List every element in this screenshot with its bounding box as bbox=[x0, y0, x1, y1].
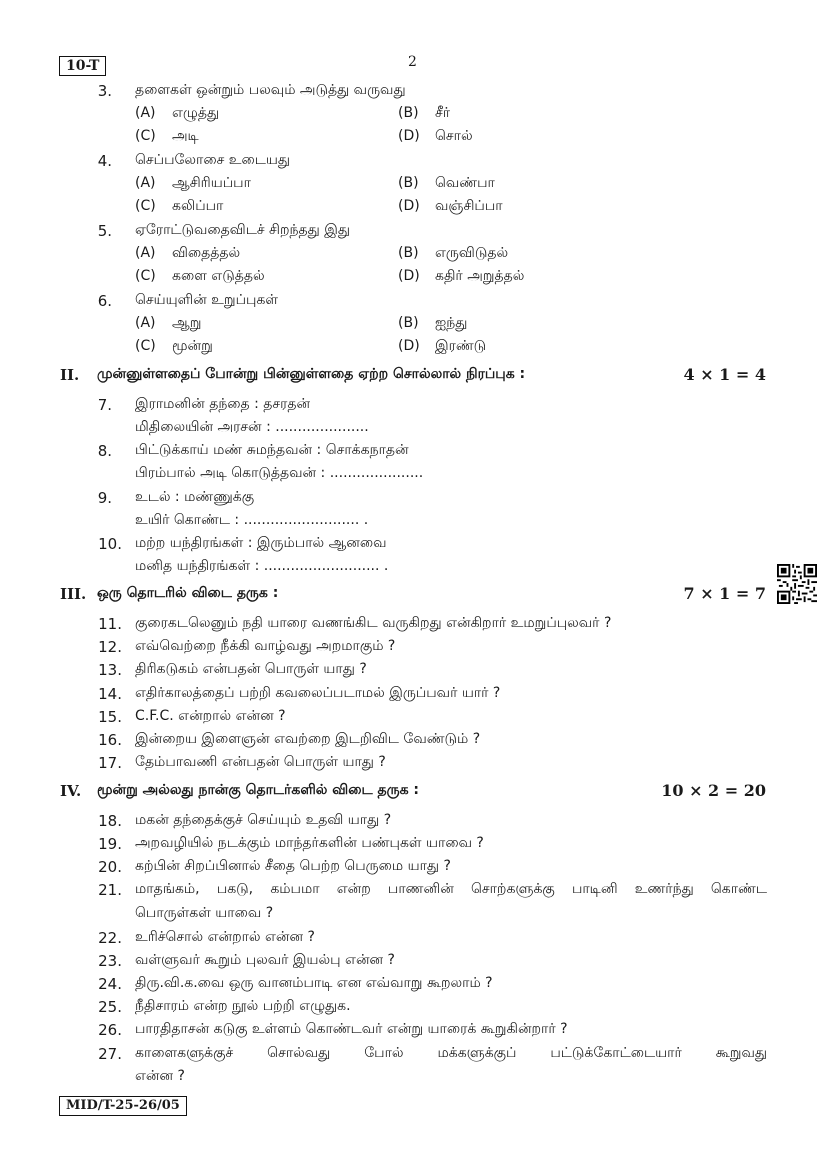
question-line-2: பிரம்பால் அடி கொடுத்தவன் : ..................... bbox=[135, 465, 424, 481]
question-text: வள்ளுவர் கூறும் புலவர் இயல்பு என்ன ? bbox=[135, 952, 395, 968]
question-text: நீதிசாரம் என்ற நூல் பற்றி எழுதுக. bbox=[135, 998, 351, 1014]
section-marks: 4 × 1 = 4 bbox=[683, 365, 766, 384]
option-a: ஆசிரியப்பா bbox=[172, 175, 251, 191]
question-number: 24. bbox=[98, 975, 122, 993]
question-text: குரைகடலெனும் நதி யாரை வணங்கிட வருகிறது என்கிறார் உமறுப்புலவர் ? bbox=[135, 615, 612, 631]
question-number: 10. bbox=[98, 535, 122, 553]
option-d: சொல் bbox=[435, 128, 473, 144]
option-d: இரண்டு bbox=[435, 338, 487, 354]
word: சொல்வது bbox=[267, 1045, 331, 1061]
option-c: அடி bbox=[172, 128, 199, 144]
question-line-1: மற்ற யந்திரங்கள் : இரும்பால் ஆனவை bbox=[135, 535, 387, 551]
option-a: ஆறு bbox=[172, 315, 202, 331]
question-number: 23. bbox=[98, 952, 122, 970]
option-d: கதிர் அறுத்தல் bbox=[435, 268, 525, 284]
question-text: பாரதிதாசன் கடுகு உள்ளம் கொண்டவர் என்று யாரைக் கூறுகின்றார் ? bbox=[135, 1021, 568, 1037]
question-line-2: மிதிலையின் அரசன் : ..................... bbox=[135, 419, 369, 435]
option-c-label: (C) bbox=[135, 338, 156, 354]
qr-code-icon bbox=[777, 564, 817, 604]
option-a-label: (A) bbox=[135, 245, 156, 261]
word: பாணனின் bbox=[387, 881, 454, 897]
option-b-label: (B) bbox=[398, 245, 419, 261]
question-number: 18. bbox=[98, 812, 122, 830]
question-number: 19. bbox=[98, 835, 122, 853]
question-number: 22. bbox=[98, 929, 122, 947]
word: பட்டுக்கோட்டையார் bbox=[550, 1045, 682, 1061]
question-line-1: உடல் : மண்ணுக்கு bbox=[135, 489, 255, 505]
question-line-1 bbox=[135, 881, 767, 899]
section-number: IV. bbox=[60, 782, 82, 800]
option-c-label: (C) bbox=[135, 268, 156, 284]
option-b-label: (B) bbox=[398, 105, 419, 121]
word: பாடினி bbox=[571, 881, 618, 897]
question-text: அறவழியில் நடக்கும் மாந்தர்களின் பண்புகள் யாவை ? bbox=[135, 835, 484, 851]
option-b-label: (B) bbox=[398, 175, 419, 191]
word: கூறுவது bbox=[715, 1045, 767, 1061]
question-number: 21. bbox=[98, 881, 122, 899]
question-text: ஏரோட்டுவதைவிடச் சிறந்தது இது bbox=[135, 222, 351, 238]
option-b: எருவிடுதல் bbox=[435, 245, 509, 261]
question-text: மகன் தந்தைக்குச் செய்யும் உதவி யாது ? bbox=[135, 812, 392, 828]
question-line-1: இராமனின் தந்தை : தசரதன் bbox=[135, 396, 311, 412]
section-number: III. bbox=[60, 585, 87, 603]
page-number: 2 bbox=[408, 54, 417, 70]
question-text: திரு.வி.க.வை ஒரு வானம்பாடி என எவ்வாறு கூறலாம் ? bbox=[135, 975, 493, 991]
word: கம்பமா bbox=[270, 881, 320, 897]
question-number: 4. bbox=[97, 152, 112, 170]
option-a-label: (A) bbox=[135, 105, 156, 121]
word: மாதங்கம், bbox=[135, 881, 200, 897]
word: கொண்ட bbox=[710, 881, 767, 897]
question-text: கற்பின் சிறப்பினால் சீதை பெற்ற பெருமை யாது ? bbox=[135, 858, 451, 874]
word: உணர்ந்து bbox=[634, 881, 694, 897]
question-text: உரிச்சொல் என்றால் என்ன ? bbox=[135, 929, 315, 945]
question-line-2: பொருள்கள் யாவை ? bbox=[135, 905, 274, 921]
word: என்ற bbox=[336, 881, 371, 897]
question-number: 26. bbox=[98, 1021, 122, 1039]
section-title: ஒரு தொடரில் விடை தருக : bbox=[97, 585, 279, 601]
option-b: சீர் bbox=[435, 105, 451, 121]
option-b: ஐந்து bbox=[435, 315, 468, 331]
question-line-2: மனித யந்திரங்கள் : .......................... . bbox=[135, 558, 389, 574]
question-text: தேம்பாவணி என்பதன் பொருள் யாது ? bbox=[135, 754, 386, 770]
option-a: விதைத்தல் bbox=[172, 245, 241, 261]
question-text: எதிர்காலத்தைப் பற்றி கவலைப்படாமல் இருப்பவர் யார் ? bbox=[135, 685, 501, 701]
option-c-label: (C) bbox=[135, 128, 156, 144]
word: காளைகளுக்குச் bbox=[135, 1045, 234, 1061]
section-title: முன்னுள்ளதைப் போன்று பின்னுள்ளதை ஏற்ற சொல்லால் நிரப்புக : bbox=[97, 366, 526, 382]
question-text: செய்யுளின் உறுப்புகள் bbox=[135, 292, 278, 308]
question-text: திரிகடுகம் என்பதன் பொருள் யாது ? bbox=[135, 661, 367, 677]
question-number: 12. bbox=[98, 638, 122, 656]
option-d: வஞ்சிப்பா bbox=[435, 198, 503, 214]
option-c: மூன்று bbox=[172, 338, 213, 354]
word: போல் bbox=[364, 1045, 404, 1061]
option-a-label: (A) bbox=[135, 315, 156, 331]
option-d-label: (D) bbox=[398, 198, 420, 214]
question-number: 7. bbox=[97, 396, 112, 414]
question-number: 20. bbox=[98, 858, 122, 876]
option-a: எழுத்து bbox=[172, 105, 220, 121]
option-c: கலிப்பா bbox=[172, 198, 224, 214]
question-text: இன்றைய இளைஞன் எவற்றை இடறிவிட வேண்டும் ? bbox=[135, 731, 481, 747]
section-marks: 7 × 1 = 7 bbox=[683, 584, 766, 603]
option-b-label: (B) bbox=[398, 315, 419, 331]
question-number: 14. bbox=[98, 685, 122, 703]
question-line-1 bbox=[135, 1045, 767, 1063]
option-a-label: (A) bbox=[135, 175, 156, 191]
question-text: செப்பலோசை உடையது bbox=[135, 152, 291, 168]
option-c-label: (C) bbox=[135, 198, 156, 214]
word: பகடு, bbox=[216, 881, 254, 897]
question-number: 9. bbox=[97, 489, 112, 507]
question-number: 3. bbox=[97, 82, 112, 100]
question-number: 5. bbox=[97, 222, 112, 240]
question-number: 11. bbox=[98, 615, 122, 633]
section-number: II. bbox=[60, 366, 80, 384]
question-number: 27. bbox=[98, 1045, 122, 1063]
option-d-label: (D) bbox=[398, 268, 420, 284]
question-number: 15. bbox=[98, 708, 122, 726]
paper-code: 10-T bbox=[59, 56, 106, 76]
question-text: தளைகள் ஒன்றும் பலவும் அடுத்து வருவது bbox=[135, 82, 406, 98]
question-line-2: என்ன ? bbox=[135, 1068, 185, 1084]
word: மக்களுக்குப் bbox=[437, 1045, 517, 1061]
section-title: மூன்று அல்லது நான்கு தொடர்களில் விடை தருக : bbox=[97, 782, 420, 798]
question-number: 17. bbox=[98, 754, 122, 772]
word: சொற்களுக்கு bbox=[470, 881, 555, 897]
option-d-label: (D) bbox=[398, 128, 420, 144]
question-number: 8. bbox=[97, 442, 112, 460]
footer-code: MID/T-25-26/05 bbox=[59, 1096, 187, 1116]
option-d-label: (D) bbox=[398, 338, 420, 354]
question-number: 6. bbox=[97, 292, 112, 310]
question-number: 25. bbox=[98, 998, 122, 1016]
question-line-2: உயிர் கொண்ட : .......................... . bbox=[135, 512, 369, 528]
section-marks: 10 × 2 = 20 bbox=[661, 781, 766, 800]
option-c: களை எடுத்தல் bbox=[172, 268, 265, 284]
question-number: 13. bbox=[98, 661, 122, 679]
question-number: 16. bbox=[98, 731, 122, 749]
option-b: வெண்பா bbox=[435, 175, 495, 191]
question-text: C.F.C. என்றால் என்ன ? bbox=[135, 708, 286, 724]
question-text: எவ்வெற்றை நீக்கி வாழ்வது அறமாகும் ? bbox=[135, 638, 396, 654]
question-line-1: பிட்டுக்காய் மண் சுமந்தவன் : சொக்கநாதன் bbox=[135, 442, 409, 458]
